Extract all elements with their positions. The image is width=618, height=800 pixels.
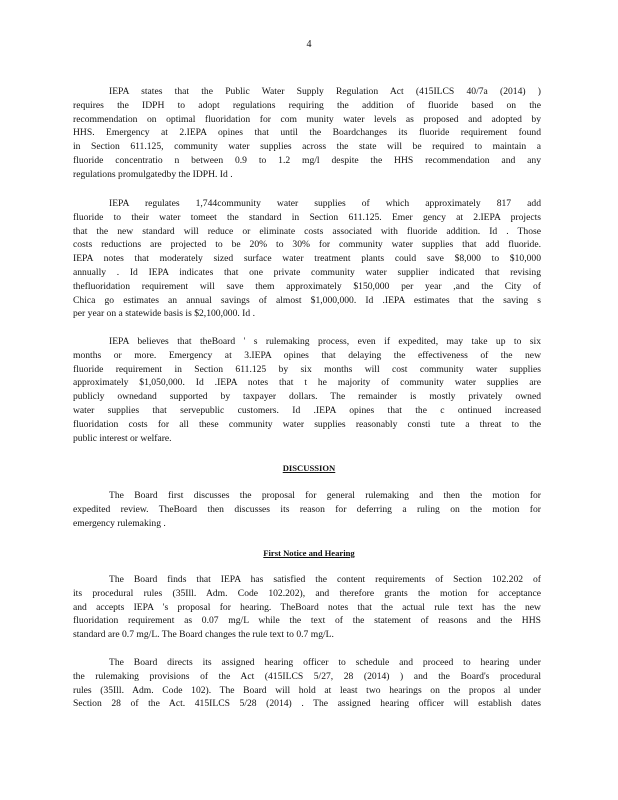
text-line: Section 28 of the Act. 415ILCS 5/28 (2014) . The assigned hearing officer will establish dates [73,698,541,710]
text-line: HHS. Emergency at 2.IEPA opines that until the Boardchanges its fluoride requirement found [73,127,541,139]
heading-text: DISCUSSION [282,463,336,473]
text-line: annually . Id IEPA indicates that one private community water supplier indicated that revising [73,266,541,278]
text-line: per year on a statewide basis is $2,100,000. Id . [73,308,255,320]
text-line: rules (35Ill. Adm. Code 102). The Board will hold at least two hearings on the propos al under [73,684,541,696]
text-line: IEPA notes that moderately sized surface water treatment plants could save $8,000 to $10,000 [73,253,541,265]
text-line: costs reductions are projected to be 20% to 30% for community water supplies that add fluoride. [73,239,541,251]
paragraph-rulemaking-delay [73,335,541,445]
paragraph-discussion-intro [73,489,541,530]
paragraph-board-findings [73,573,541,642]
text-line: Chica go estimates an annual savings of almost $1,000,000. Id .IEPA estimates that the saving s [73,294,541,306]
paragraph-cost-savings [73,197,541,321]
section-heading-first-notice [0,547,618,561]
text-line: standard are 0.7 mg/L. The Board changes the rule text to 0.7 mg/L. [73,629,334,641]
text-line: fluoridation costs for all these community water supplies reasonably consti tute a threat to the [73,418,541,430]
text-line: that the new standard will reduce or eliminate costs associated with fluoride addition. Id . Those [73,225,541,237]
text-line: fluoride requirement in Section 611.125 by six months will cost community water supplies [73,363,541,375]
text-line: in Section 611.125, community water supplies across the state will be required to maintain a [73,141,541,153]
text-line: fluoridation requirement as 0.07 mg/L while the text of the statement of reasons and the HHS [73,615,541,627]
paragraph-hearing-directions [73,656,541,711]
text-line: months or more. Emergency at 3.IEPA opines that delaying the effectiveness of the new [73,349,541,361]
text-line: The Board finds that IEPA has satisfied the content requirements of Section 102.202 of [109,574,541,585]
paragraph-public-water-supply-act [73,85,541,182]
text-line: IEPA states that the Public Water Supply Regulation Act (415ILCS 40/7a (2014) ) [109,86,541,97]
text-line: IEPA regulates 1,744community water supplies of which approximately 817 add [109,198,541,209]
text-line: publicly ownedand supported by taxpayer dollars. The remainder is mostly privately owned [73,391,541,403]
text-line: its procedural rules (35Ill. Adm. Code 102.202), and therefore grants the motion for acceptance [73,587,541,599]
heading-text: First Notice and Hearing [263,548,355,558]
text-line: IEPA believes that theBoard ' s rulemaking process, even if expedited, may take up to six [109,336,541,347]
text-line: recommendation on optimal fluoridation for com munity water levels as proposed and adopted by [73,113,541,125]
page-number: 4 [306,39,312,50]
text-line: emergency rulemaking . [73,517,166,529]
text-line: public interest or welfare. [73,432,172,444]
text-line: requires the IDPH to adopt regulations requiring the addition of fluoride based on the [73,99,541,111]
text-line: The Board first discusses the proposal for general rulemaking and then the motion for [109,490,541,501]
text-line: water supplies that servepublic customers. Id .IEPA opines that the c ontinued increased [73,404,541,416]
section-heading-discussion [0,462,618,476]
text-line: approximately $1,050,000. Id .IEPA notes that t he majority of community water supplies are [73,377,541,389]
text-line: The Board directs its assigned hearing officer to schedule and proceed to hearing under [109,657,541,668]
text-line: expedited review. TheBoard then discusses its reason for deferring a ruling on the motion for [73,503,541,515]
text-line: fluoride concentratio n between 0.9 to 1.2 mg/l despite the HHS recommendation and any [73,154,541,166]
text-line: the rulemaking provisions of the Act (415ILCS 5/27, 28 (2014) ) and the Board's procedural [73,670,541,682]
text-line: and accepts IEPA 's proposal for hearing. TheBoard notes that the actual rule text has the new [73,601,541,613]
text-line: thefluoridation requirement will save them approximately $150,000 per year ,and the City of [73,280,541,292]
text-line: fluoride to their water tomeet the standard in Section 611.125. Emer gency at 2.IEPA projects [73,211,541,223]
text-line: regulations promulgatedby the IDPH. Id . [73,168,233,180]
